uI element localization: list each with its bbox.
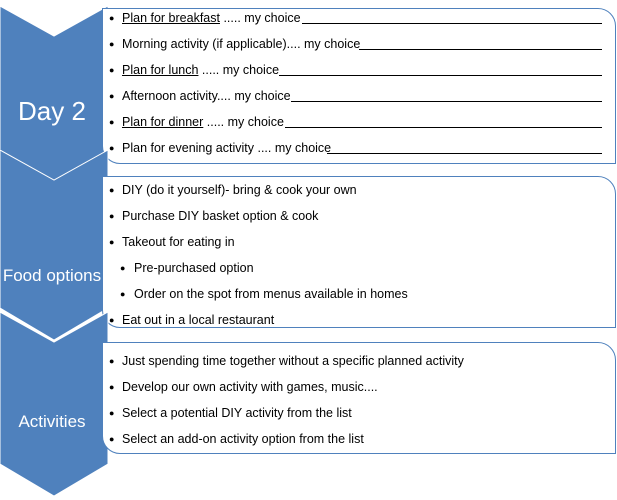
bullet: ● [120,263,126,273]
food-subitem-order: Order on the spot from menus available in homes [134,287,408,301]
food-panel [102,176,616,328]
food-item-diy: DIY (do it yourself)- bring & cook your own [122,183,357,197]
day2-evening-text: Plan for evening activity .... my choice [122,141,332,155]
activities-item-addon: Select an add-on activity option from the list [122,432,364,446]
day2-breakfast-blank[interactable] [302,23,602,24]
food-item-takeout: Takeout for eating in [122,235,235,249]
bullet: ● [109,408,115,418]
activities-item-diy: Select a potential DIY activity from the list [122,406,352,420]
day2-breakfast-suffix: ..... my choice [219,11,301,25]
bullet: ● [109,356,115,366]
bullet: ● [109,65,115,75]
day2-lunch [122,63,279,77]
activities-item-own: Develop our own activity with games, music.... [122,380,378,394]
bullet: ● [109,434,115,444]
day2-morning-blank[interactable] [359,49,602,50]
bullet: ● [120,289,126,299]
day2-evening-blank[interactable] [327,153,602,154]
day2-panel [102,8,616,164]
day2-dinner-suffix: ..... my choice [203,115,284,129]
day2-dinner [122,115,284,129]
activities-chevron [0,312,115,496]
bullet: ● [109,39,115,49]
day2-morning [122,37,360,51]
bullet: ● [109,185,115,195]
day2-breakfast [122,11,301,25]
day2-lunch-suffix: ..... my choice [198,63,280,77]
food-subitem-prepurchased: Pre-purchased option [134,261,254,275]
activities-title: Activities [18,412,86,431]
bullet: ● [109,91,115,101]
bullet: ● [109,211,115,221]
day2-afternoon-text: Afternoon activity.... my choice [122,89,291,103]
food-item-eat-out: Eat out in a local restaurant [122,313,275,327]
activities-item-together: Just spending time together without a specific planned activity [122,354,464,368]
day2-lunch-label: Plan for lunch [122,63,199,77]
day2-dinner-blank[interactable] [285,127,602,128]
bullet: ● [109,315,115,325]
bullet: ● [109,382,115,392]
activities-panel [102,342,616,454]
day2-lunch-blank[interactable] [279,75,602,76]
day2-afternoon [122,89,291,103]
day2-morning-text: Morning activity (if applicable).... my choice [122,37,361,51]
bullet: ● [109,117,115,127]
day2-title: Day 2 [18,96,86,126]
food-title: Food options [2,266,102,285]
day2-breakfast-label: Plan for breakfast [122,11,220,25]
day2-dinner-label: Plan for dinner [122,115,204,129]
activities-chevron-shape [0,312,115,496]
day2-evening [122,141,331,155]
day2-afternoon-blank[interactable] [291,101,602,102]
food-item-basket: Purchase DIY basket option & cook [122,209,319,223]
bullet: ● [109,13,115,23]
bullet: ● [109,237,115,247]
bullet: ● [109,143,115,153]
